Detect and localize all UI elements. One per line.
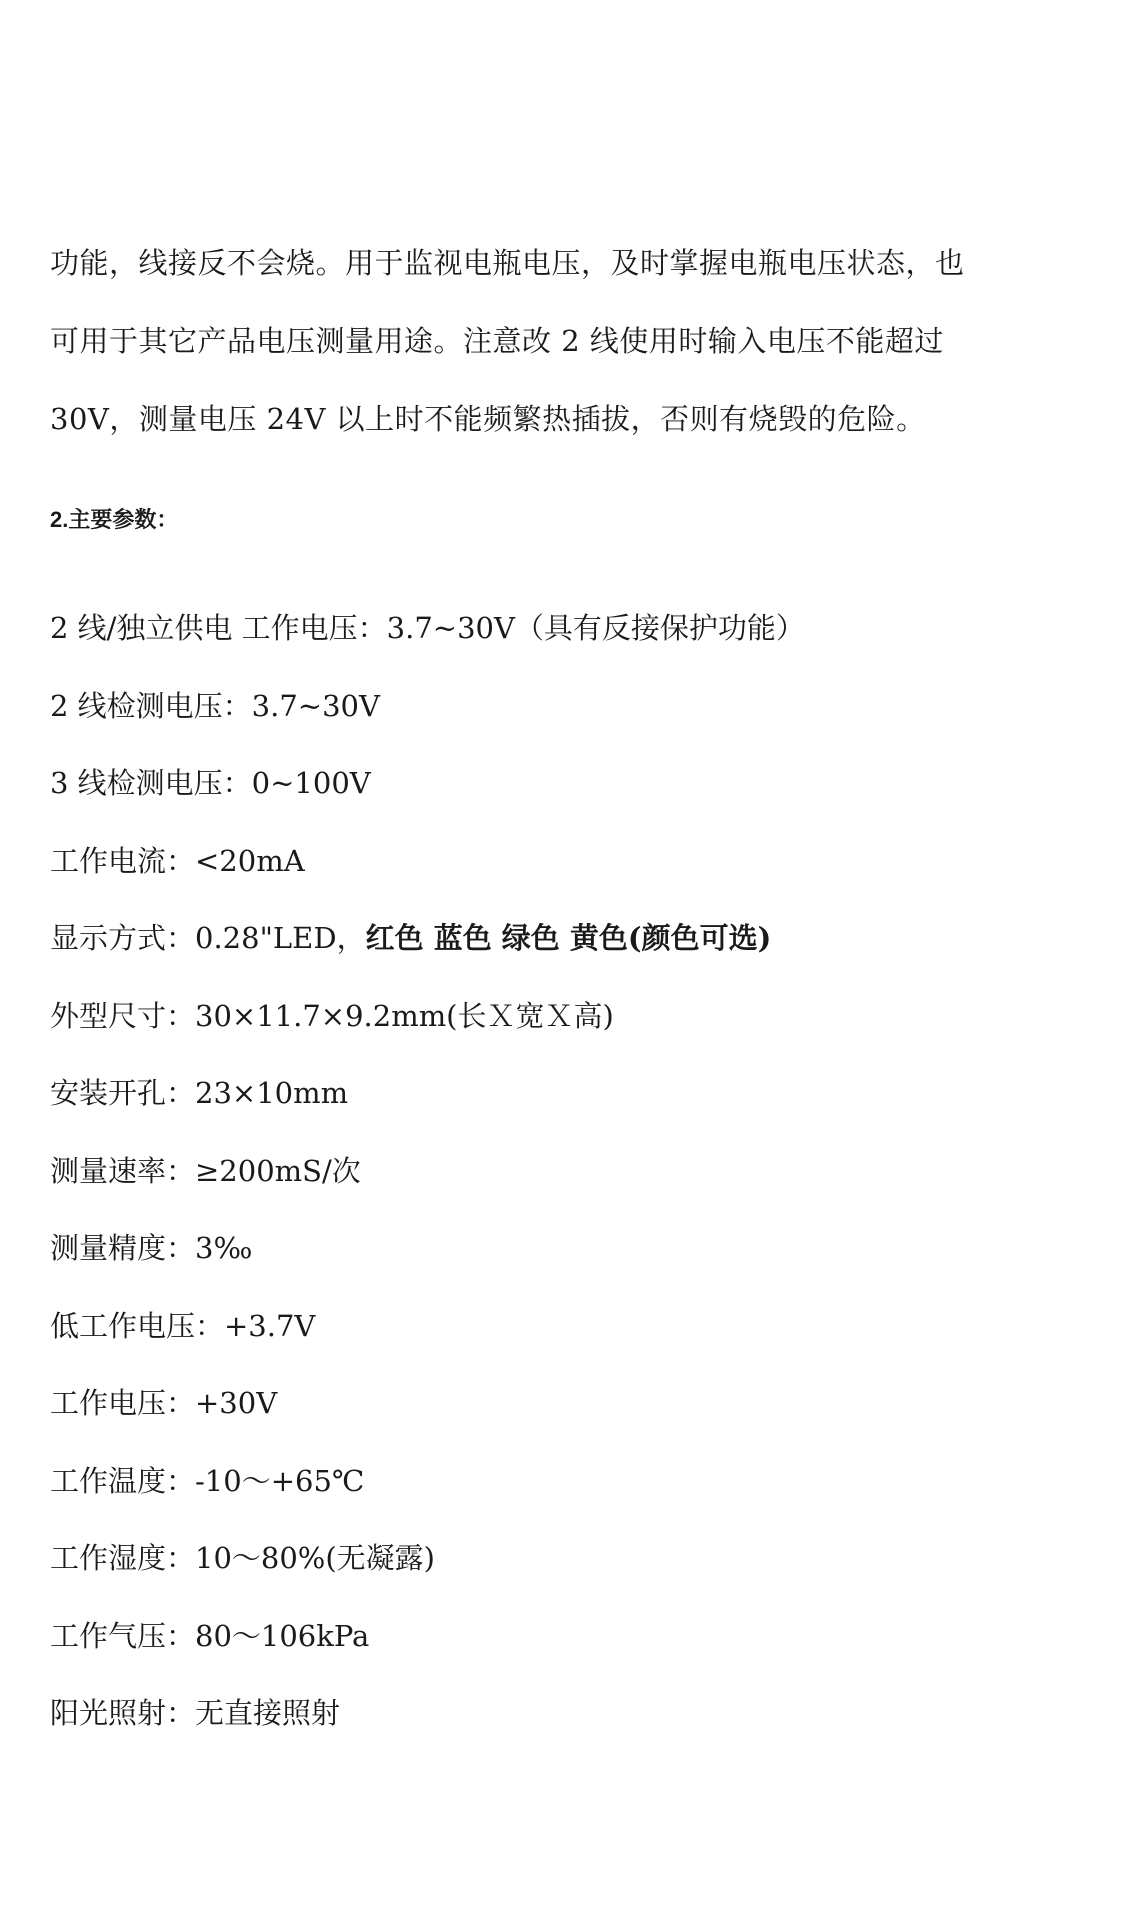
intro-paragraph xyxy=(50,224,1080,458)
param-working-pressure: 工作气压：80～106kPa xyxy=(50,1618,370,1653)
param-dimensions: 外型尺寸：30×11.7×9.2mm(长Ｘ宽Ｘ高) xyxy=(50,998,614,1033)
param-display-mode: 显示方式：0.28"LED，红色 蓝色 绿色 黄色(颜色可选) xyxy=(50,921,772,955)
parameter-list xyxy=(50,590,805,1753)
param-sunlight-exposure: 阳光照射：无直接照射 xyxy=(50,1696,341,1730)
param-mounting-hole: 安装开孔：23×10mm xyxy=(50,1076,349,1110)
param-measure-rate: 测量速率：≥200mS/次 xyxy=(50,1153,361,1188)
display-color-options: 红色 蓝色 绿色 黄色(颜色可选) xyxy=(365,921,772,955)
param-working-temperature: 工作温度：-10～+65℃ xyxy=(50,1463,365,1498)
intro-line: 功能，线接反不会烧。用于监视电瓶电压，及时掌握电瓶电压状态，也 xyxy=(50,246,965,280)
param-working-current: 工作电流：<20mA xyxy=(50,843,305,878)
param-2wire-detect-voltage: 2 线检测电压：3.7~30V xyxy=(50,688,380,723)
intro-line: 30V，测量电压 24V 以上时不能频繁热插拔，否则有烧毁的危险。 xyxy=(50,402,926,436)
param-dual-wire-voltage: 2 线/独立供电 工作电压：3.7~30V（具有反接保护功能） xyxy=(50,611,805,645)
param-measure-accuracy: 测量精度：3‰ xyxy=(50,1231,253,1265)
param-3wire-detect-voltage: 3 线检测电压：0~100V xyxy=(50,766,371,800)
param-working-voltage: 工作电压：+30V xyxy=(50,1386,278,1420)
param-min-working-voltage: 低工作电压：+3.7V xyxy=(50,1308,316,1343)
param-working-humidity: 工作湿度：10～80%(无凝露) xyxy=(50,1541,435,1575)
intro-line: 可用于其它产品电压测量用途。注意改 2 线使用时输入电压不能超过 xyxy=(50,324,944,358)
section-heading: 2.主要参数： xyxy=(50,507,179,532)
